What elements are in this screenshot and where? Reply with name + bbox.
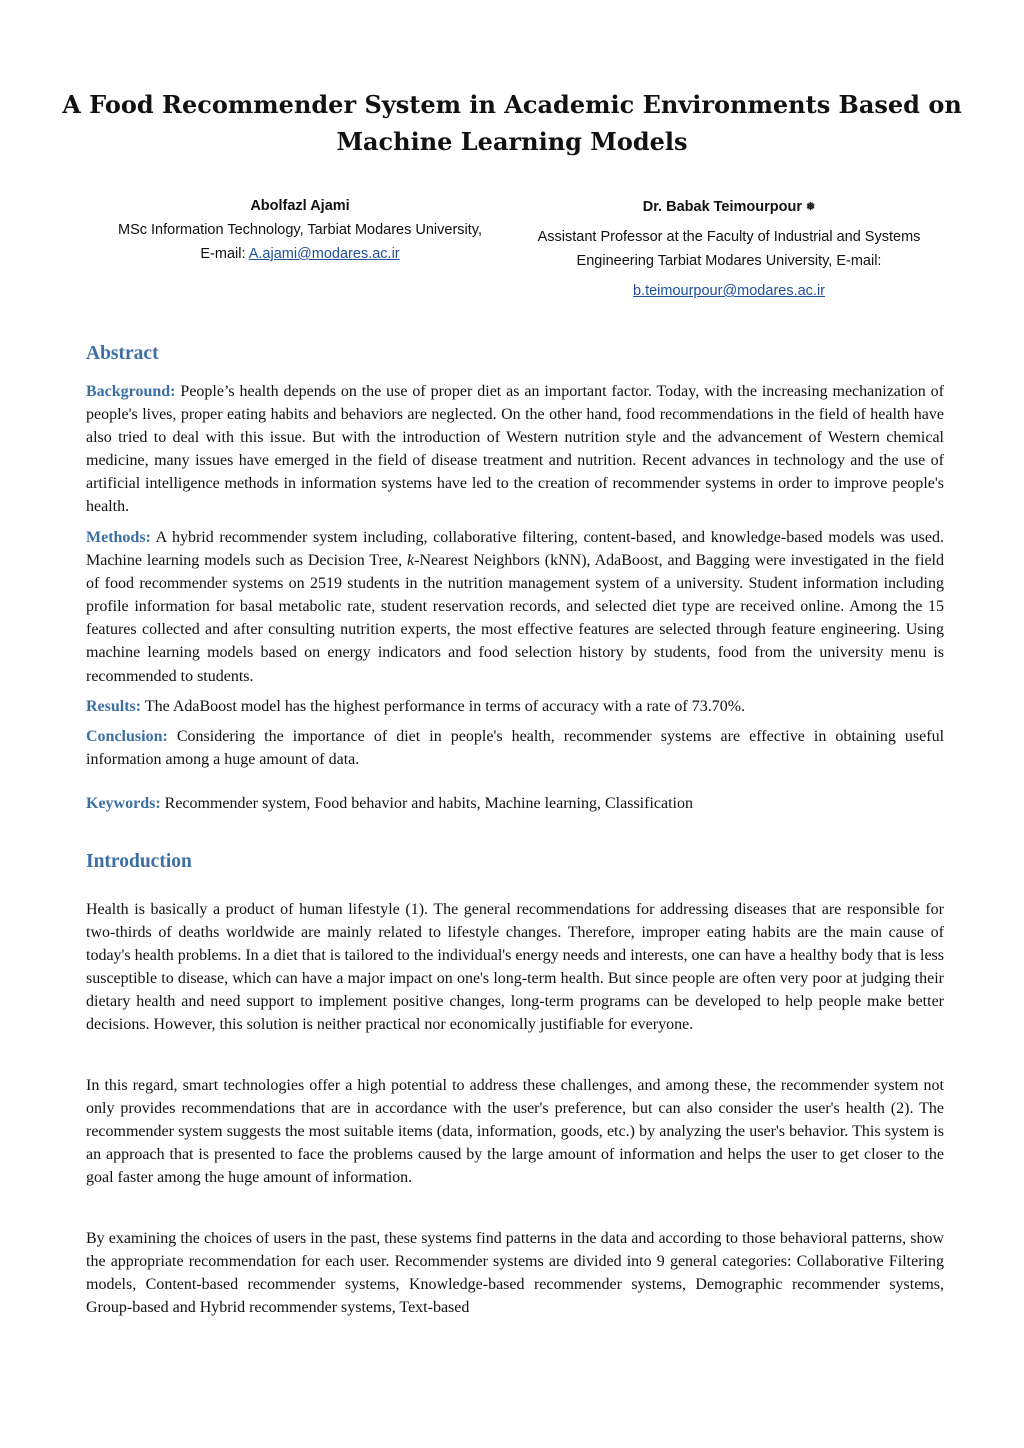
intro-paragraph-3 (86, 1227, 944, 1319)
author-2-affiliation: Assistant Professor at the Faculty of Industrial and Systems Engineering Tarbiat Modares University, E-mail: (537, 229, 921, 269)
conclusion-label: Conclusion: (86, 728, 168, 745)
methods-k: k (407, 552, 415, 570)
results-label: Results: (86, 698, 142, 715)
author-1 (80, 194, 520, 266)
author-1-email-link[interactable]: A.ajami@modares.ac.ir (248, 246, 400, 262)
conclusion-text: Considering the importance of diet in people's health, recommender systems are effective in obtaining useful information among a huge amount of data. (86, 728, 945, 769)
background-label: Background: (86, 383, 176, 400)
results-text: The AdaBoost model has the highest performance in terms of accuracy with a rate of 73.70%. (144, 698, 746, 715)
methods-text-2: -Nearest Neighbors (kNN), AdaBoost, and Bagging were investigated in the field of food recommender systems on 2519 students in the nutrition management system of a university. Student information including profile information for basal metabolic rate, student reservation records, and selected diet type are received online. Among the 15 features collected and after consulting nutrition experts, the most effective features are selected through feature engineering. Using machine learning models based on energy indicators and food selection history by students, food from the university menu is recommended to students. (86, 552, 944, 685)
author-2-name-line (520, 194, 938, 220)
author-1-affiliation: MSc Information Technology, Tarbiat Modares University, (117, 222, 482, 238)
abstract-methods (86, 526, 944, 688)
abstract-results (86, 695, 944, 718)
introduction-heading: Introduction (86, 851, 192, 872)
background-text: People’s health depends on the use of proper diet as an important factor. Today, with the increasing mechanization of people's lives, proper eating habits and behaviors are neglected. On the other hand, food recommendations in the field of health have also tried to deal with this issue. But with the introduction of Western nutrition style and the advancement of Western chemical medicine, many issues have emerged in the field of disease treatment and nutrition. Recent advances in technology and the use of artificial intelligence methods in information systems have led to the creation of recommender systems in order to improve people's health. (86, 383, 945, 516)
author-2-email-link[interactable]: b.teimourpour@modares.ac.ir (632, 283, 826, 299)
intro-paragraph-1-text: Health is basically a product of human lifestyle (1). The general recommendations for addressing diseases that are responsible for two-thirds of deaths worldwide are mainly related to lifestyle changes. Therefore, improper eating habits are the main cause of today's health problems. In a diet that is tailored to the individual's energy needs and interests, one can have a healthy body that is less susceptible to disease, which can have a major impact on one's long-term health. But since people are often very poor at judging their dietary health and need support to implement positive changes, long-term programs can be developed to help people make better decisions. However, this solution is neither practical nor economically justifiable for everyone. (86, 901, 944, 1034)
keywords-label: Keywords: (86, 795, 161, 812)
methods-label: Methods: (86, 529, 151, 546)
keywords (86, 792, 944, 815)
corresponding-author-icon: ❅ (806, 201, 816, 213)
abstract-background (86, 380, 944, 519)
abstract-conclusion (86, 725, 944, 771)
author-2-email-line (520, 279, 938, 303)
intro-paragraph-2-text: In this regard, smart technologies offer a high potential to address these challenges, and among these, the recommender system not only provides recommendations that are in accordance with the user's preference, but can also consider the user's health (2). The recommender system suggests the most suitable items (data, information, goods, etc.) by analyzing the user's behavior. This system is an approach that is presented to face the problems caused by the large amount of information and helps the user to get closer to the goal faster among the huge amount of information. (86, 1077, 944, 1187)
intro-paragraph-1 (86, 898, 944, 1037)
author-1-email-prefix: E-mail: (200, 246, 249, 262)
methods-text-1: A hybrid recommender system including, collaborative filtering, content-based, and knowledge-based models was used. Machine learning models such as Decision Tree, (86, 529, 944, 570)
author-1-email-line (80, 242, 520, 266)
intro-paragraph-2 (86, 1074, 944, 1189)
keywords-text: Recommender system, Food behavior and habits, Machine learning, Classification (164, 795, 693, 812)
author-2-name: Dr. Babak Teimourpour (642, 199, 802, 215)
paper-title: A Food Recommender System in Academic Environments Based on Machine Learning Models (62, 90, 962, 156)
intro-paragraph-3-text: By examining the choices of users in the past, these systems find patterns in the data and according to those behavioral patterns, show the appropriate recommendation for each user. Recommender systems are divided into 9 general categories: Collaborative Filtering models, Content-based recommender systems, Knowledge-based recommender systems, Demographic recommender systems, Group-based and Hybrid recommender systems, Text-based (86, 1230, 944, 1317)
abstract-heading: Abstract (86, 343, 159, 364)
author-2 (520, 194, 938, 303)
author-1-name: Abolfazl Ajami (250, 198, 350, 214)
